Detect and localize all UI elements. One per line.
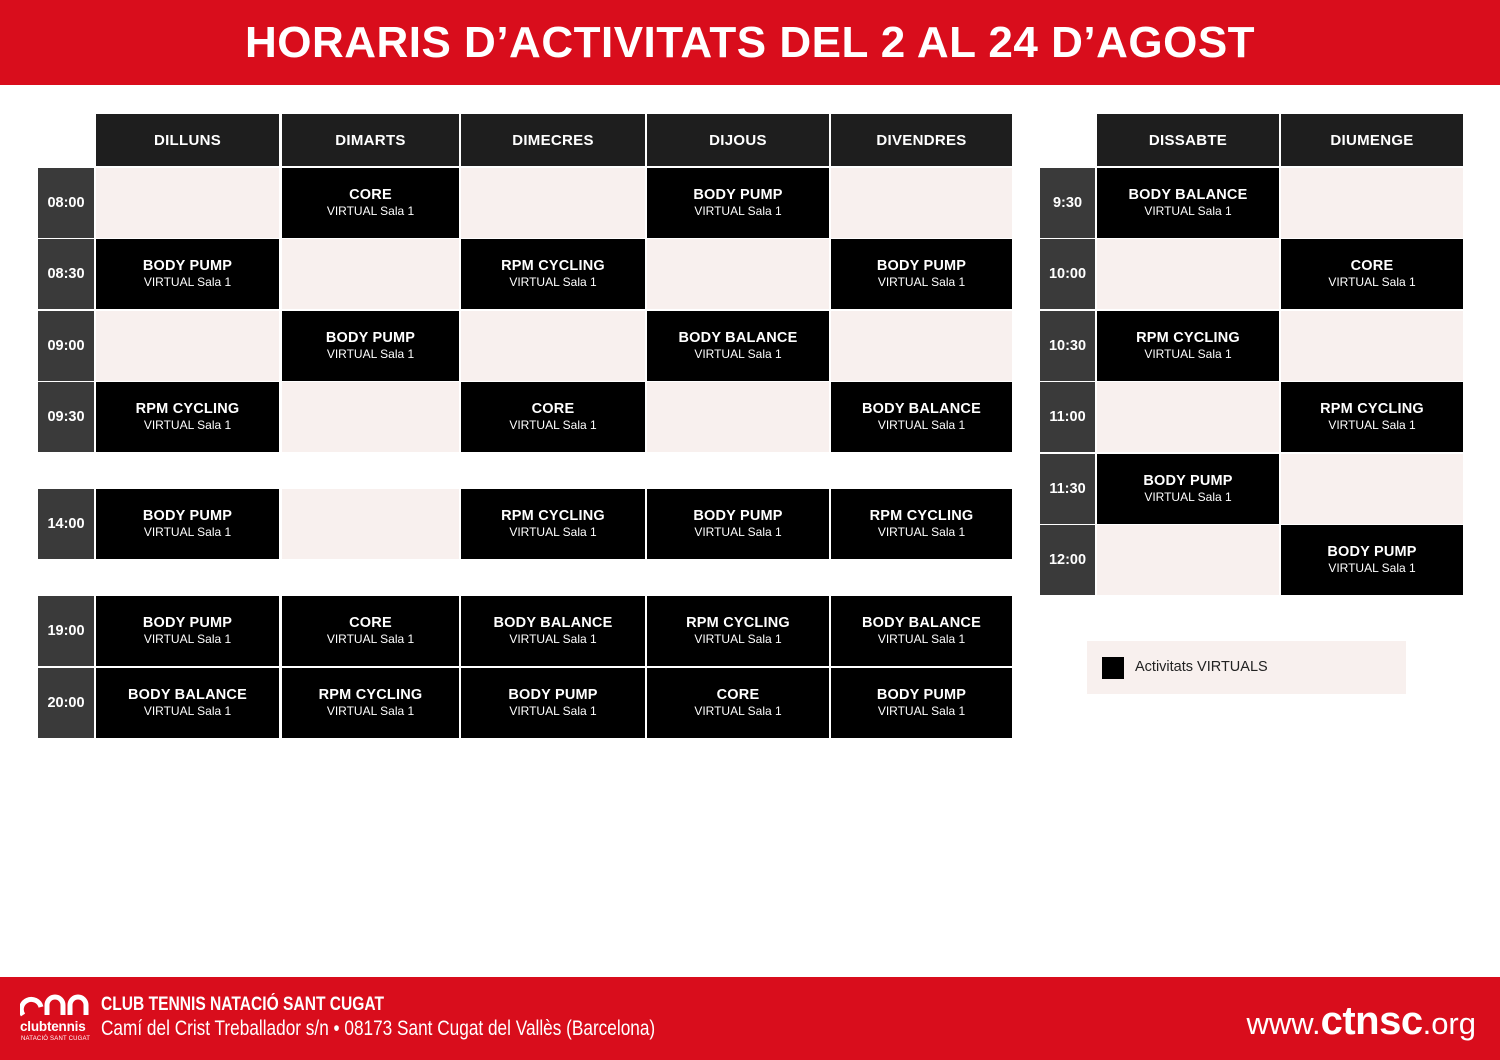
footer-bar: [0, 977, 1500, 1060]
activity-cell: [461, 239, 645, 309]
activity-cell: [831, 239, 1012, 309]
activity-name: BODY PUMP: [142, 615, 233, 631]
activity-room: VIRTUAL Sala 1: [326, 632, 415, 646]
activity-name: CORE: [349, 615, 392, 631]
activity-name: BODY PUMP: [142, 258, 233, 274]
website-suffix: .org: [1422, 1006, 1476, 1041]
empty-slot: [282, 382, 459, 452]
activity-name: RPM CYCLING: [1136, 330, 1240, 346]
time-label: 20:00: [38, 668, 94, 738]
activity-room: VIRTUAL Sala 1: [326, 347, 415, 361]
ctn-logo-icon: [20, 993, 92, 1019]
activity-cell: [282, 311, 459, 381]
legend-swatch-virtual: [1102, 657, 1124, 679]
club-logo: [20, 993, 92, 1045]
activity-room: VIRTUAL Sala 1: [326, 204, 415, 218]
activity-cell: [282, 596, 459, 666]
activity-cell: [1281, 525, 1463, 595]
empty-slot: [831, 168, 1012, 238]
website-link[interactable]: [1247, 999, 1477, 1044]
activity-name: CORE: [716, 687, 760, 703]
empty-slot: [647, 382, 829, 452]
gap-cell: [96, 452, 279, 488]
empty-slot: [282, 239, 459, 309]
activity-room: VIRTUAL Sala 1: [1144, 347, 1232, 361]
activity-room: VIRTUAL Sala 1: [509, 418, 597, 432]
empty-slot: [647, 239, 829, 309]
activity-name: BODY PUMP: [142, 508, 233, 524]
activity-name: RPM CYCLING: [686, 615, 790, 631]
activity-name: RPM CYCLING: [501, 508, 605, 524]
day-header-dimarts: DIMARTS: [282, 114, 459, 166]
website-prefix: www.: [1246, 1006, 1321, 1041]
activity-room: VIRTUAL Sala 1: [326, 704, 415, 718]
activity-cell: [461, 489, 645, 559]
activity-room: VIRTUAL Sala 1: [877, 525, 966, 539]
activity-name: BODY PUMP: [876, 258, 967, 274]
activity-cell: [831, 596, 1012, 666]
day-header-diumenge: DIUMENGE: [1281, 114, 1463, 166]
day-header-dimecres: DIMECRES: [461, 114, 645, 166]
activity-name: BODY PUMP: [693, 187, 783, 203]
activity-name: RPM CYCLING: [869, 508, 974, 524]
time-label: 19:00: [38, 596, 94, 666]
activity-cell: [96, 489, 279, 559]
club-address: Camí del Crist Treballador s/n • 08173 Sant Cugat del Vallès (Barcelona): [101, 1017, 656, 1040]
activity-room: VIRTUAL Sala 1: [1328, 561, 1416, 575]
activity-cell: [461, 596, 645, 666]
activity-cell: [96, 596, 279, 666]
empty-slot: [461, 311, 645, 381]
activity-room: VIRTUAL Sala 1: [1328, 275, 1416, 289]
activity-name: BODY BALANCE: [678, 330, 798, 346]
day-header-dilluns: DILLUNS: [96, 114, 279, 166]
day-header-dissabte: DISSABTE: [1097, 114, 1279, 166]
legend: [1087, 641, 1406, 694]
activity-name: CORE: [531, 401, 575, 417]
gap-cell: [461, 452, 645, 488]
logo-wordmark: clubtennis: [20, 1019, 86, 1034]
empty-slot: [1281, 168, 1463, 238]
activity-cell: [647, 311, 829, 381]
activity-name: RPM CYCLING: [1320, 401, 1424, 417]
empty-slot: [96, 168, 279, 238]
club-name: CLUB TENNIS NATACIÓ SANT CUGAT: [101, 994, 385, 1015]
gap-cell: [282, 559, 459, 595]
activity-cell: [96, 668, 279, 738]
activity-name: CORE: [1350, 258, 1394, 274]
gap-cell: [831, 452, 1012, 488]
gap-cell: [96, 559, 279, 595]
activity-room: VIRTUAL Sala 1: [694, 204, 782, 218]
activity-name: BODY PUMP: [1143, 473, 1233, 489]
website-domain: ctnsc: [1320, 999, 1423, 1043]
activity-name: BODY PUMP: [508, 687, 598, 703]
legend-label: Activitats VIRTUALS: [1135, 659, 1268, 675]
activity-room: VIRTUAL Sala 1: [509, 275, 597, 289]
activity-room: VIRTUAL Sala 1: [1328, 418, 1416, 432]
activity-cell: [461, 668, 645, 738]
activity-cell: [282, 168, 459, 238]
empty-slot: [96, 311, 279, 381]
activity-cell: [831, 382, 1012, 452]
activity-room: VIRTUAL Sala 1: [143, 525, 232, 539]
gap-cell: [647, 559, 829, 595]
empty-slot: [282, 489, 459, 559]
activity-name: RPM CYCLING: [318, 687, 423, 703]
activity-room: VIRTUAL Sala 1: [509, 704, 597, 718]
time-label: 09:00: [38, 311, 94, 381]
activity-room: VIRTUAL Sala 1: [1144, 490, 1232, 504]
activity-name: BODY BALANCE: [862, 401, 981, 417]
time-label: 12:00: [1040, 525, 1095, 595]
activity-cell: [831, 489, 1012, 559]
activity-cell: [1097, 311, 1279, 381]
activity-room: VIRTUAL Sala 1: [877, 418, 966, 432]
activity-name: BODY PUMP: [693, 508, 783, 524]
activity-cell: [1281, 239, 1463, 309]
activity-room: VIRTUAL Sala 1: [694, 704, 782, 718]
logo-subtitle: NATACIÓ SANT CUGAT: [21, 1036, 91, 1042]
gap-cell: [282, 452, 459, 488]
activity-cell: [647, 596, 829, 666]
activity-cell: [647, 489, 829, 559]
activity-cell: [647, 668, 829, 738]
activity-room: VIRTUAL Sala 1: [509, 525, 597, 539]
empty-slot: [1097, 239, 1279, 309]
time-label: 08:30: [38, 239, 94, 309]
activity-room: VIRTUAL Sala 1: [694, 632, 782, 646]
activity-cell: [282, 668, 459, 738]
activity-name: BODY PUMP: [876, 687, 967, 703]
activity-room: VIRTUAL Sala 1: [143, 275, 232, 289]
activity-room: VIRTUAL Sala 1: [694, 347, 782, 361]
time-label: 9:30: [1040, 168, 1095, 238]
activity-room: VIRTUAL Sala 1: [509, 632, 597, 646]
activity-name: CORE: [349, 187, 392, 203]
activity-cell: [96, 239, 279, 309]
activity-cell: [1281, 382, 1463, 452]
gap-cell: [647, 452, 829, 488]
day-header-dijous: DIJOUS: [647, 114, 829, 166]
activity-name: BODY BALANCE: [128, 687, 247, 703]
empty-slot: [1281, 311, 1463, 381]
activity-room: VIRTUAL Sala 1: [877, 275, 966, 289]
time-label: 10:30: [1040, 311, 1095, 381]
activity-cell: [96, 382, 279, 452]
activity-name: BODY PUMP: [1327, 544, 1417, 560]
empty-slot: [1097, 382, 1279, 452]
activity-cell: [831, 668, 1012, 738]
activity-cell: [461, 382, 645, 452]
header-bar: [0, 0, 1500, 85]
time-label: 14:00: [38, 489, 94, 559]
activity-room: VIRTUAL Sala 1: [143, 704, 232, 718]
activity-cell: [1097, 168, 1279, 238]
time-label: 08:00: [38, 168, 94, 238]
activity-name: BODY PUMP: [325, 330, 416, 346]
time-label: 10:00: [1040, 239, 1095, 309]
time-label: 09:30: [38, 382, 94, 452]
activity-name: BODY BALANCE: [1128, 187, 1248, 203]
activity-name: BODY BALANCE: [493, 615, 613, 631]
page-title: HORARIS D’ACTIVITATS DEL 2 AL 24 D’AGOST: [244, 18, 1256, 67]
time-label: 11:00: [1040, 382, 1095, 452]
activity-room: VIRTUAL Sala 1: [694, 525, 782, 539]
gap-cell: [831, 559, 1012, 595]
empty-slot: [1281, 454, 1463, 524]
time-label: 11:30: [1040, 454, 1095, 524]
activity-cell: [1097, 454, 1279, 524]
empty-slot: [831, 311, 1012, 381]
activity-room: VIRTUAL Sala 1: [877, 704, 966, 718]
gap-cell: [461, 559, 645, 595]
day-header-divendres: DIVENDRES: [831, 114, 1012, 166]
activity-room: VIRTUAL Sala 1: [877, 632, 966, 646]
activity-name: BODY BALANCE: [862, 615, 981, 631]
activity-room: VIRTUAL Sala 1: [1144, 204, 1232, 218]
empty-slot: [461, 168, 645, 238]
activity-name: RPM CYCLING: [135, 401, 240, 417]
empty-slot: [1097, 525, 1279, 595]
activity-name: RPM CYCLING: [501, 258, 605, 274]
activity-cell: [647, 168, 829, 238]
activity-room: VIRTUAL Sala 1: [143, 418, 232, 432]
activity-room: VIRTUAL Sala 1: [143, 632, 232, 646]
